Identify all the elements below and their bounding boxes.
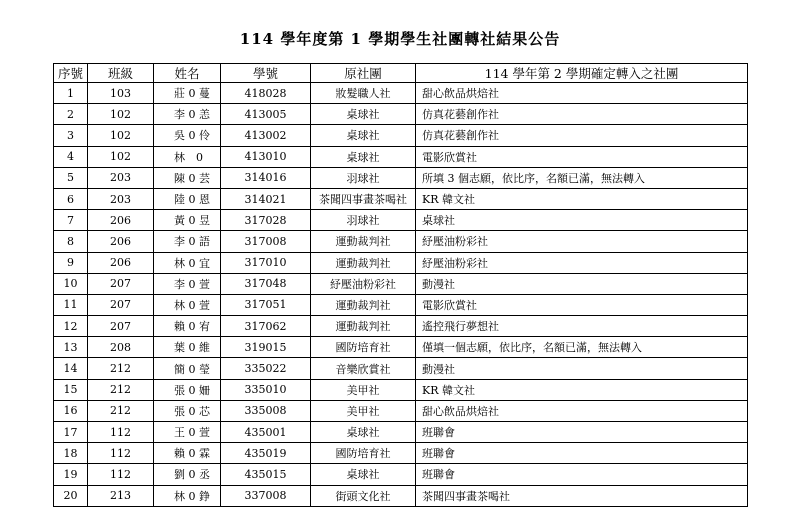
cell-new-club: KR 韓文社 <box>416 188 748 209</box>
cell-name: 王 0 萱 <box>154 422 221 443</box>
cell-name: 李 0 語 <box>154 231 221 252</box>
cell-new-club: 桌球社 <box>416 210 748 231</box>
header-new-club: 114 學年第 2 學期確定轉入之社團 <box>416 64 748 83</box>
cell-student-id: 314016 <box>221 167 311 188</box>
cell-student-id: 418028 <box>221 83 311 104</box>
cell-original-club: 美甲社 <box>311 400 416 421</box>
table-row <box>54 294 748 315</box>
transfer-result-table <box>53 63 748 507</box>
cell-student-id: 314021 <box>221 188 311 209</box>
cell-serial-number: 17 <box>54 422 88 443</box>
table-row <box>54 231 748 252</box>
cell-name: 黃 0 昱 <box>154 210 221 231</box>
cell-original-club: 運動裁判社 <box>311 252 416 273</box>
cell-name: 林 0 宜 <box>154 252 221 273</box>
cell-class: 207 <box>88 294 154 315</box>
header-student-id: 學號 <box>221 64 311 83</box>
table-row <box>54 464 748 485</box>
cell-class: 208 <box>88 337 154 358</box>
cell-name: 李 0 恙 <box>154 104 221 125</box>
table-row <box>54 443 748 464</box>
table-row <box>54 316 748 337</box>
cell-name: 張 0 姍 <box>154 379 221 400</box>
table-row <box>54 337 748 358</box>
cell-student-id: 317028 <box>221 210 311 231</box>
table-row <box>54 167 748 188</box>
cell-serial-number: 3 <box>54 125 88 146</box>
cell-original-club: 桌球社 <box>311 422 416 443</box>
cell-class: 203 <box>88 188 154 209</box>
cell-original-club: 桌球社 <box>311 104 416 125</box>
cell-serial-number: 9 <box>54 252 88 273</box>
cell-original-club: 運動裁判社 <box>311 294 416 315</box>
table-row <box>54 379 748 400</box>
cell-name: 李 0 萱 <box>154 273 221 294</box>
cell-new-club: 電影欣賞社 <box>416 146 748 167</box>
cell-serial-number: 5 <box>54 167 88 188</box>
cell-serial-number: 12 <box>54 316 88 337</box>
cell-new-club: 紓壓油粉彩社 <box>416 231 748 252</box>
cell-class: 102 <box>88 104 154 125</box>
cell-name: 陳 0 芸 <box>154 167 221 188</box>
cell-original-club: 妝髮職人社 <box>311 83 416 104</box>
cell-serial-number: 6 <box>54 188 88 209</box>
cell-student-id: 317010 <box>221 252 311 273</box>
page-title: 114 學年度第 1 學期學生社團轉社結果公告 <box>239 30 561 48</box>
cell-new-club: 班聯會 <box>416 464 748 485</box>
cell-student-id: 413010 <box>221 146 311 167</box>
cell-new-club: 所填 3 個志願，依比序，名額已滿，無法轉入 <box>416 167 748 188</box>
table-row <box>54 210 748 231</box>
cell-name: 吳 0 伶 <box>154 125 221 146</box>
cell-new-club: 仿真花藝創作社 <box>416 125 748 146</box>
cell-student-id: 435001 <box>221 422 311 443</box>
table-row <box>54 188 748 209</box>
cell-name: 林 0 <box>154 146 221 167</box>
table-row <box>54 83 748 104</box>
cell-original-club: 音樂欣賞社 <box>311 358 416 379</box>
cell-student-id: 337008 <box>221 485 311 506</box>
cell-new-club: 班聯會 <box>416 422 748 443</box>
cell-class: 112 <box>88 464 154 485</box>
cell-class: 206 <box>88 231 154 252</box>
header-class: 班級 <box>88 64 154 83</box>
cell-original-club: 美甲社 <box>311 379 416 400</box>
cell-student-id: 317051 <box>221 294 311 315</box>
cell-new-club: 遙控飛行夢想社 <box>416 316 748 337</box>
cell-new-club: 班聯會 <box>416 443 748 464</box>
header-name: 姓名 <box>154 64 221 83</box>
cell-serial-number: 2 <box>54 104 88 125</box>
cell-student-id: 317048 <box>221 273 311 294</box>
cell-original-club: 羽球社 <box>311 167 416 188</box>
cell-new-club: KR 韓文社 <box>416 379 748 400</box>
cell-original-club: 運動裁判社 <box>311 231 416 252</box>
cell-new-club: 動漫社 <box>416 358 748 379</box>
cell-student-id: 317062 <box>221 316 311 337</box>
cell-class: 203 <box>88 167 154 188</box>
cell-serial-number: 10 <box>54 273 88 294</box>
cell-serial-number: 15 <box>54 379 88 400</box>
cell-original-club: 紓壓油粉彩社 <box>311 273 416 294</box>
table-row <box>54 146 748 167</box>
cell-name: 葉 0 維 <box>154 337 221 358</box>
cell-name: 林 0 錚 <box>154 485 221 506</box>
cell-serial-number: 20 <box>54 485 88 506</box>
table-row <box>54 422 748 443</box>
cell-name: 賴 0 霖 <box>154 443 221 464</box>
cell-class: 102 <box>88 146 154 167</box>
cell-class: 213 <box>88 485 154 506</box>
table-row <box>54 252 748 273</box>
table-row <box>54 104 748 125</box>
cell-student-id: 317008 <box>221 231 311 252</box>
table-header-row <box>54 64 748 83</box>
header-serial-number: 序號 <box>54 64 88 83</box>
cell-new-club: 電影欣賞社 <box>416 294 748 315</box>
cell-name: 賴 0 宥 <box>154 316 221 337</box>
cell-serial-number: 7 <box>54 210 88 231</box>
cell-serial-number: 18 <box>54 443 88 464</box>
cell-student-id: 413005 <box>221 104 311 125</box>
table-row <box>54 125 748 146</box>
cell-new-club: 茶聞四事畫茶喝社 <box>416 485 748 506</box>
cell-original-club: 國防培育社 <box>311 443 416 464</box>
cell-class: 212 <box>88 400 154 421</box>
cell-new-club: 紓壓油粉彩社 <box>416 252 748 273</box>
cell-student-id: 335010 <box>221 379 311 400</box>
cell-serial-number: 11 <box>54 294 88 315</box>
cell-original-club: 羽球社 <box>311 210 416 231</box>
cell-original-club: 桌球社 <box>311 146 416 167</box>
table-row <box>54 400 748 421</box>
cell-serial-number: 1 <box>54 83 88 104</box>
cell-original-club: 桌球社 <box>311 464 416 485</box>
cell-name: 林 0 萱 <box>154 294 221 315</box>
cell-student-id: 435015 <box>221 464 311 485</box>
table-row <box>54 273 748 294</box>
table-row <box>54 358 748 379</box>
cell-original-club: 茶聞四事畫茶喝社 <box>311 188 416 209</box>
cell-student-id: 435019 <box>221 443 311 464</box>
cell-class: 112 <box>88 422 154 443</box>
cell-new-club: 甜心飲品烘焙社 <box>416 400 748 421</box>
cell-name: 陸 0 恩 <box>154 188 221 209</box>
cell-serial-number: 19 <box>54 464 88 485</box>
cell-serial-number: 8 <box>54 231 88 252</box>
cell-new-club: 甜心飲品烘焙社 <box>416 83 748 104</box>
cell-class: 207 <box>88 316 154 337</box>
header-original-club: 原社團 <box>311 64 416 83</box>
cell-class: 112 <box>88 443 154 464</box>
table-row <box>54 485 748 506</box>
cell-serial-number: 13 <box>54 337 88 358</box>
cell-class: 212 <box>88 379 154 400</box>
cell-serial-number: 16 <box>54 400 88 421</box>
cell-name: 張 0 芯 <box>154 400 221 421</box>
cell-class: 207 <box>88 273 154 294</box>
cell-name: 簡 0 瑩 <box>154 358 221 379</box>
cell-new-club: 仿真花藝創作社 <box>416 104 748 125</box>
cell-original-club: 街頭文化社 <box>311 485 416 506</box>
cell-class: 206 <box>88 252 154 273</box>
cell-class: 103 <box>88 83 154 104</box>
cell-new-club: 動漫社 <box>416 273 748 294</box>
cell-new-club: 僅填一個志願，依比序，名額已滿，無法轉入 <box>416 337 748 358</box>
cell-name: 莊 0 蔓 <box>154 83 221 104</box>
cell-original-club: 國防培育社 <box>311 337 416 358</box>
cell-student-id: 335022 <box>221 358 311 379</box>
cell-original-club: 桌球社 <box>311 125 416 146</box>
cell-name: 劉 0 丞 <box>154 464 221 485</box>
cell-student-id: 319015 <box>221 337 311 358</box>
table-body <box>54 83 748 507</box>
cell-class: 212 <box>88 358 154 379</box>
cell-serial-number: 14 <box>54 358 88 379</box>
cell-serial-number: 4 <box>54 146 88 167</box>
cell-class: 206 <box>88 210 154 231</box>
cell-student-id: 413002 <box>221 125 311 146</box>
cell-student-id: 335008 <box>221 400 311 421</box>
cell-original-club: 運動裁判社 <box>311 316 416 337</box>
cell-class: 102 <box>88 125 154 146</box>
